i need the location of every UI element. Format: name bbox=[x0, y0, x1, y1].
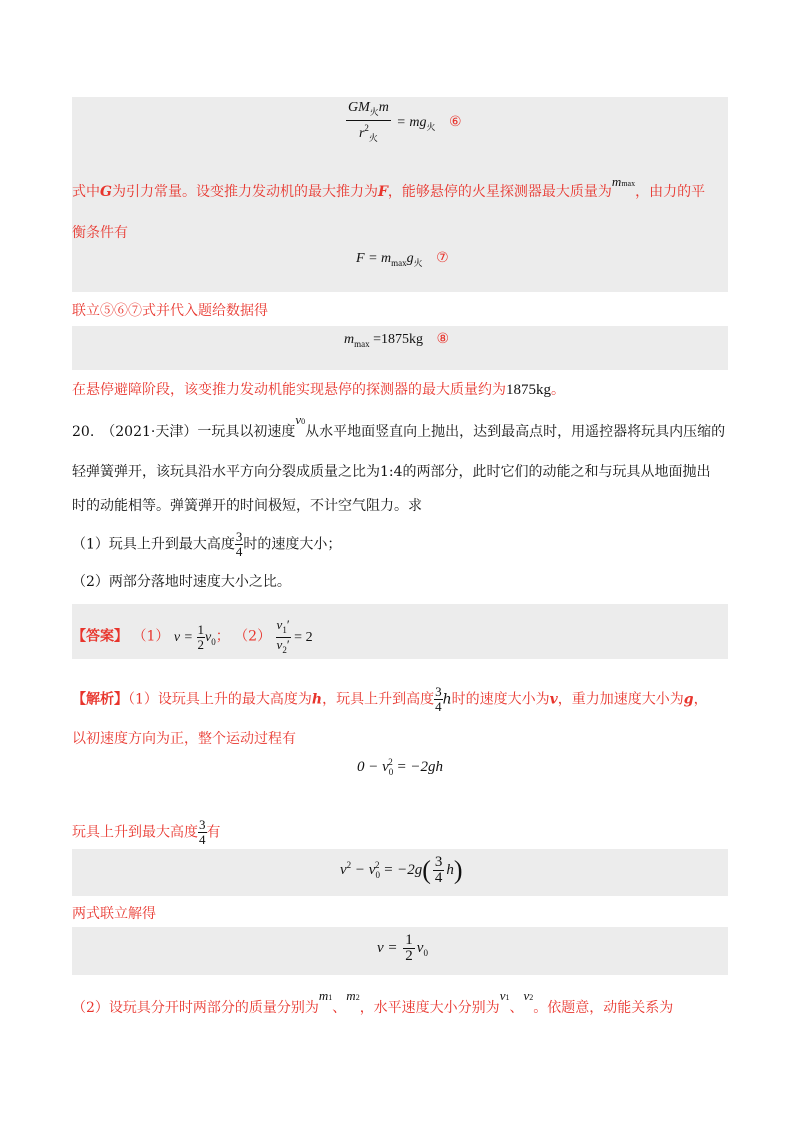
equation-7: $F = m_{max}g_火$ ⑦ bbox=[356, 250, 449, 268]
analysis-label: 【解析】 bbox=[72, 691, 128, 708]
question-20-line-3: 时的动能相等。弹簧弹开的时间极短，不计空气阻力。求 bbox=[72, 498, 422, 514]
paragraph-gravity-constant: 式中G为引力常量。设变推力发动机的最大推力为F，能够悬停的火星探测器最大质量为mmax，由力的平 bbox=[72, 174, 706, 200]
question-20-sub-2: （2）两部分落地时速度大小之比。 bbox=[72, 574, 291, 590]
question-20-sub-1: （1）玩具上升到最大高度 $\frac{3}{4}$ 时的速度大小； bbox=[72, 529, 342, 559]
equation-motion: $0 - v_0^2 = -2gh$ bbox=[357, 757, 444, 777]
question-20-line-1: 20. （2021·天津）一玩具以初速度v0从水平地面竖直向上抛出，达到最高点时，用遥控器将玩具内压缩的 bbox=[72, 412, 726, 440]
equation-tag: ⑦ bbox=[436, 250, 449, 266]
paragraph-three-quarter-height: 玩具上升到最大高度 $\frac{3}{4}$ 有 bbox=[72, 817, 221, 847]
paragraph-part-2: （2）设玩具分开时两部分的质量分别为m1、m2，水平速度大小分别为v1、v2。依题意，动能关系为 bbox=[72, 988, 674, 1016]
equation-tag: ⑥ bbox=[449, 114, 462, 131]
paragraph-balance-condition: 衡条件有 bbox=[72, 225, 128, 241]
equation-result: v = $\frac{1}{2}$ $v_0$ bbox=[377, 932, 428, 964]
question-20-line-2: 轻弹簧弹开，该玩具沿水平方向分裂成质量之比为1:4的两部分，此时它们的动能之和与玩具从地面抛出 bbox=[72, 464, 711, 480]
equation-three-quarter: $v^2 - v_0^2 = -2g$( $\frac{3}{4}$ h) bbox=[340, 854, 463, 886]
equation-tag: ⑧ bbox=[436, 331, 450, 347]
analysis-line-1: 【解析】（1）设玩具上升的最大高度为h，玩具上升到高度 $\frac{3}{4}$ h时的速度大小为v，重力加速度大小为g， bbox=[72, 684, 708, 714]
equation-8: $m_{max} =1875kg$ ⑧ bbox=[344, 331, 450, 349]
answer-line: 【答案】 （1） v = $\frac{1}{2}$ $v_0$； （2） $\frac{v_1'}{v_2'}$ = 2 bbox=[72, 617, 313, 655]
paragraph-combine: 联立⑤⑥⑦式并代入题给数据得 bbox=[72, 303, 268, 319]
answer-label: 【答案】 bbox=[72, 628, 128, 645]
analysis-line-2: 以初速度方向为正，整个运动过程有 bbox=[72, 731, 296, 747]
paragraph-solve: 两式联立解得 bbox=[72, 906, 156, 922]
paragraph-max-mass: 在悬停避障阶段，该变推力发动机能实现悬停的探测器的最大质量约为1875kg。 bbox=[72, 382, 565, 398]
equation-6: $\frac{GM_火m}{r^2_火}$ = $mg_火$ ⑥ bbox=[348, 100, 462, 143]
